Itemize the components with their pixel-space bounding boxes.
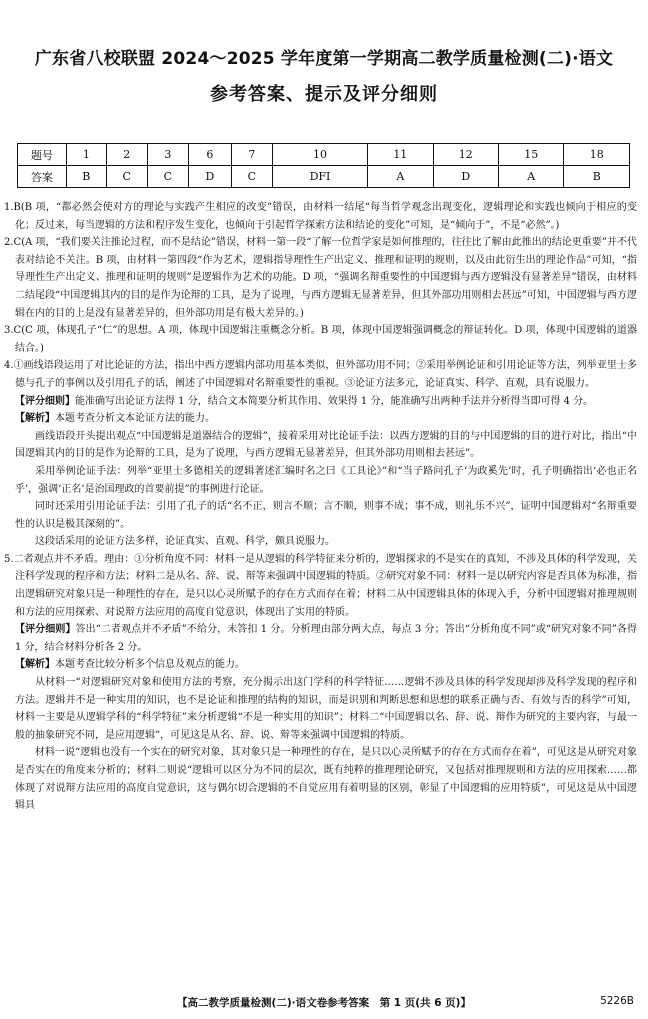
q4-analysis-paragraph: 画线语段开头提出观点“中国逻辑是道器结合的逻辑”，接着采用对比论证手法：以西方逻辑的目的与中国逻辑的目的进行对比，指出“中国逻辑其内的目的是作为论辩的工具，是为了说理，与西方逻辑无显著差异，但其外部功用则相去甚远”。: [15, 430, 637, 460]
answer-cell: B: [67, 166, 107, 188]
q5-analysis-paragraph: 材料一说“逻辑也没有一个实在的研究对象，其对象只是一种理性的存在，是只以心灵所赋予的存在方式而存在着”，可见这是从研究对象是否实在的角度来分析的；材料二则说“逻辑可以区分为不同的层次，既有纯粹的推理理论研究，又包括对推理规则和方法的应用探索……都体现了对说辩方法应用的高度自觉意识，这与偶尔切合逻辑的不自觉应用有着明显的区别，彰显了中国逻辑的应用特质”，可见这是从中国逻辑具: [15, 747, 637, 812]
analysis-text: 本题考查比较分析多个信息及观点的能力。: [55, 659, 245, 671]
q5-scoring: [4, 621, 637, 656]
analysis-text: 本题考查分析文本论证方法的能力。: [55, 413, 215, 425]
question-number: 18: [564, 144, 630, 166]
question-number-row: [18, 144, 630, 166]
answer-row: [18, 166, 630, 188]
answer-cell: C: [106, 166, 147, 188]
q4-analysis-paragraph: 同时还采用引用论证手法：引用了孔子的话“名不正，则言不顺；言不顺，则事不成；事不成，则礼乐不兴”，证明中国逻辑对“名辩重要性的认识是极其深刻的”。: [15, 501, 637, 530]
answer-table: [17, 143, 630, 188]
question-number: 2: [106, 144, 147, 166]
question-number: 11: [368, 144, 433, 166]
answer-cell: A: [368, 166, 433, 188]
question-number: 6: [188, 144, 231, 166]
q3-explanation: 3.C(C 项，体现孔子“仁”的思想。A 项，体现中国逻辑注重概念分析。B 项，体现中国逻辑强调概念的辩证转化。D 项，体现中国逻辑的道器结合。): [4, 325, 637, 354]
q4-analysis-paragraph: 这段话采用的论证方法多样，论证真实、直观、科学，颇具说服力。: [35, 536, 335, 548]
q5-analysis-paragraph: 从材料一“对逻辑研究对象和使用方法的考察，充分揭示出这门学科的科学特征……逻辑不涉及具体的科学发现却涉及科学发现的程序和方法。逻辑并不是一种实用的知识，也不是论证和推理的结构的知识，而是识别和判断思想和思想的联系正确与否、有效与否的科学”可知，材料一主要是从逻辑学科的“科学特征”来分析逻辑“不是一种实用的知识”；材料二“中国逻辑以名、辞、说、辩作为研究的主要内容，与最一般的抽象研究不同，是应用逻辑”，可见这是从名、辞、说、辩等来强调中国逻辑的特质。: [15, 677, 637, 741]
answer-cell: C: [231, 166, 272, 188]
q5-answer: 5.二者观点并不矛盾。理由：①分析角度不同：材料一是从逻辑的科学特征来分析的，逻辑探求的不是实在的真知，不涉及具体的科学发现，关注科学发现的程序和方法；材料二是从名、辞、说、辩等来强调中国逻辑的特质。②研究对象不同：材料一是以研究内容是否具体为标准，指出逻辑研究对象只是一种理性的存在，是只以心灵所赋予的存在方式而存在着；材料二从中国逻辑具体的体现入手，分析中国逻辑对推理规则和方法的应用探索、对说辩方法应用的高度自觉意识，体现出了实用的特质。: [4, 553, 637, 618]
question-number: 10: [272, 144, 367, 166]
document-subtitle: 参考答案、提示及评分细则: [210, 84, 438, 105]
question-number: 7: [231, 144, 272, 166]
scoring-tag: 【评分细则】: [15, 395, 75, 407]
answer-explanations: [4, 199, 637, 815]
question-number: 12: [433, 144, 498, 166]
answer-cell: D: [188, 166, 231, 188]
answer-cell: C: [147, 166, 188, 188]
analysis-tag: 【解析】: [15, 659, 55, 671]
answer-cell: DFI: [272, 166, 367, 188]
footer-page-info: 【高二教学质量检测(二)·语文卷参考答案 第 1 页(共 6 页)】: [177, 997, 471, 1009]
answer-cell: D: [433, 166, 498, 188]
document-title: 广东省八校联盟 2024～2025 学年度第一学期高二教学质量检测(二)·语文: [34, 49, 614, 69]
answer-cell: A: [499, 166, 564, 188]
q4-analysis-paragraph: 采用举例论证手法：列举“亚里士多德相关的逻辑著述汇编时名之曰《工具论》”和“当子路问孔子‘为政奚先’时，孔子明确指出‘必也正名乎’，强调‘正名’是治国理政的首要前提”的事例进行论证。: [15, 465, 637, 495]
scoring-text: 能准确写出论证方法得 1 分，结合文本简要分析其作用、效果得 1 分，能准确写出两种手法并分析得当即可得 4 分。: [75, 395, 594, 407]
question-number: 1: [67, 144, 107, 166]
q1-explanation: 1.B(B 项，“都必然会使对方的理论与实践产生相应的改变”错误，由材料一结尾“每当哲学观念出现变化，逻辑理论和实践也倾向于相应的变化；反过来，每当逻辑的方法和程序发生变化，也倾向于引起哲学探索方法和结论的变化”可知，是“倾向于”，不是“必然”。): [4, 202, 637, 231]
footer-paper-code: 5226B: [600, 995, 634, 1007]
scoring-text: 答出“二者观点并不矛盾”不给分，未答扣 1 分。分析理由部分两大点，每点 3 分；答出“分析角度不同”或“研究对象不同”各得 1 分，结合材料分析各 2 分。: [15, 624, 637, 653]
q4-answer: 4.①画线语段运用了对比论证的方法，指出中西方逻辑内部功用基本类似，但外部功用不同；②采用举例论证和引用论证等方法，列举亚里士多德与孔子的事例以及引用孔子的话，阐述了中国逻辑对名辩重要性的重视。③论证方法多元，论证真实、科学、直观，具有说服力。: [4, 360, 637, 389]
q5-analysis: [4, 656, 637, 674]
question-number: 3: [147, 144, 188, 166]
q4-scoring: [4, 393, 637, 411]
answer-cell: B: [564, 166, 630, 188]
q4-analysis: [4, 410, 637, 428]
row-header-question: 题号: [18, 144, 67, 166]
row-header-answer: 答案: [18, 166, 67, 188]
analysis-tag: 【解析】: [15, 413, 55, 425]
scoring-tag: 【评分细则】: [15, 624, 76, 636]
question-number: 15: [499, 144, 564, 166]
q2-explanation: 2.C(A 项，“我们要关注推论过程，而不是结论”错误，材料一第一段“了解一位哲学家是如何推理的，往往比了解由此推出的结论更重要”并不代表对结论不关注。B 项，由材料一第四段“作为艺术，逻辑指导理性生产出定义、推理和证明的规则，以及由此衍生出的理论作品”可知，“指导理性生产出定义、推理和证明的规则”是逻辑作为艺术的功能。D 项，“强调名辩重要性的中国逻辑与西方逻辑没有显著差异”错误，由材料二结尾段“中国逻辑其内的目的是作为论辩的工具，是为了说理，与西方逻辑无显著差异，但其外部功用则相去甚远”可知，中国逻辑与西方逻辑在内的目的上是没有显著差异的，但外部功用是有极大差异的。): [4, 237, 637, 319]
